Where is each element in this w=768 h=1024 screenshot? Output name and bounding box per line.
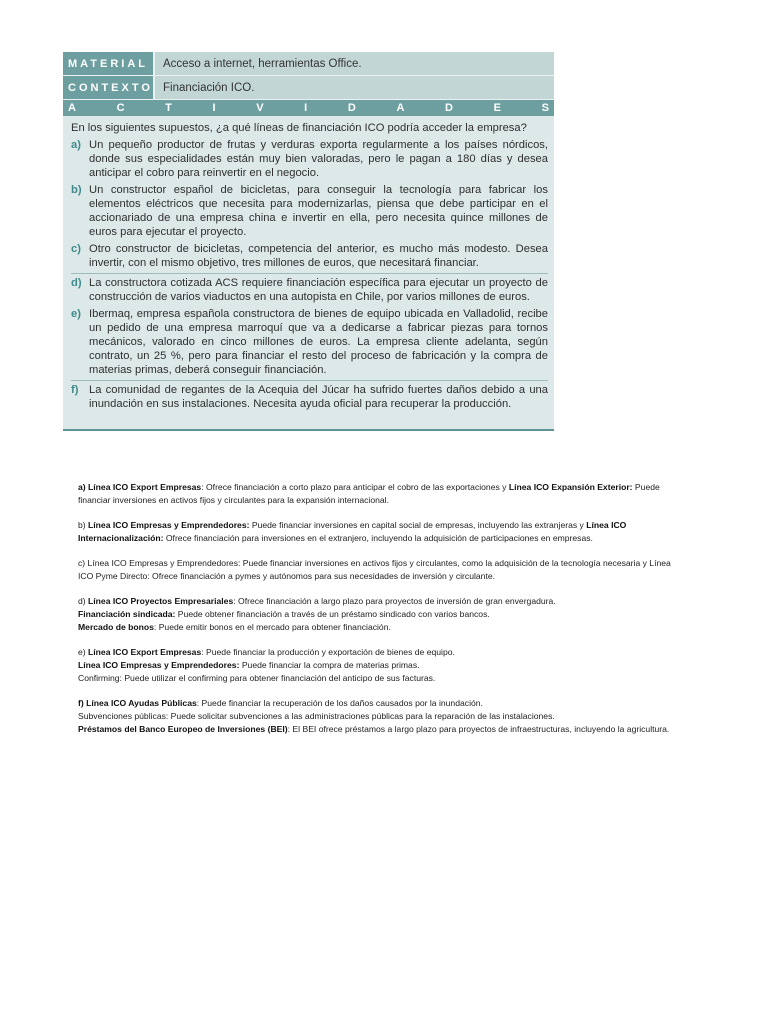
answer-c: c) Línea ICO Empresas y Emprendedores: Puede financiar inversiones en activos fijos y circulantes, como la adquisición de la tecnología necesaria y Línea ICO Pyme Directo: Ofrece financiación a pymes y autónomos para sus necesidades de inversión y circulante. xyxy=(78,558,671,581)
answer-text: b) xyxy=(78,520,89,530)
actividades-letter: T xyxy=(165,102,172,114)
material-label: MATERIAL xyxy=(63,52,155,75)
answer-text: : El BEI ofrece préstamos a largo plazo para proyectos de infraestructuras, incluyendo la agricultura. xyxy=(287,724,670,734)
answer-bold: Línea ICO Empresas y Emprendedores: xyxy=(88,520,250,530)
answer-bold: Línea ICO Internacionalización: xyxy=(78,520,627,543)
activity-text: Otro constructor de bicicletas, competencia del anterior, es mucho más modesto. Desea invertir, con el mismo objetivo, tres millones de euros, que necesitará financiar. xyxy=(89,243,548,269)
activity-text: Ibermaq, empresa española constructora de bienes de equipo ubicada en Valladolid, recibe un pedido de una empresa marroquí que va a dedicarse a fabricar piezas para tornos mecánicos, valorado en cinco millones de euros. La empresa cliente adelanta, según contrato, un 25 %, pero para financiar el resto del proceso de fabricación y la compra de materias primas, deberá conseguir financiación. xyxy=(89,308,548,376)
answer-text: : Puede emitir bonos en el mercado para obtener financiación. xyxy=(153,622,391,632)
answer-line xyxy=(78,595,678,608)
actividades-letter: I xyxy=(304,102,308,114)
answer-line: Confirming: Puede utilizar el confirming para obtener financiación del anticipo de sus facturas. xyxy=(78,673,436,683)
activity-letter: f) xyxy=(71,384,79,396)
worksheet-image xyxy=(63,52,554,431)
activity-item xyxy=(71,138,548,180)
activity-text: Un pequeño productor de frutas y verduras exporta regularmente a los países nórdicos, donde sus especialidades están muy bien valoradas, pero le pagan a 180 días y desea anticipar el cobro para reinvertir en el negocio. xyxy=(89,139,548,179)
activity-item xyxy=(71,183,548,239)
answer-text: : Ofrece financiación a corto plazo para anticipar el cobro de las exportaciones y xyxy=(201,482,509,492)
actividades-letter: E xyxy=(493,102,501,114)
answer-bold: Línea ICO Expansión Exterior: xyxy=(508,482,633,492)
contexto-row xyxy=(63,76,554,100)
activity-letter: c) xyxy=(71,243,81,255)
activities-body xyxy=(63,116,554,411)
activity-text: Un constructor español de bicicletas, para conseguir la tecnología para fabricar los elementos eléctricos que necesita para modernizarlas, piensa que debe participar en el accionariado de una empresa china e invertir en ella, pero necesita quince millones de euros para ejecutar el proyecto. xyxy=(89,184,548,238)
actividades-letter: A xyxy=(396,102,405,114)
answer-a xyxy=(78,481,678,507)
actividades-letter: S xyxy=(541,102,549,114)
answer-bold: Mercado de bonos xyxy=(78,622,154,632)
answer-f xyxy=(78,697,678,736)
actividades-bar xyxy=(63,100,554,116)
answer-bold: Financiación sindicada: xyxy=(78,609,176,619)
answer-line xyxy=(78,621,678,634)
actividades-letter: I xyxy=(212,102,216,114)
answer-line xyxy=(78,697,678,710)
answer-bold: Línea ICO Export Empresas xyxy=(88,647,202,657)
actividades-letter: D xyxy=(445,102,453,114)
answer-d xyxy=(78,595,678,634)
activity-item xyxy=(71,380,548,411)
answer-bold: Línea ICO Proyectos Empresariales xyxy=(88,596,234,606)
activity-letter: e) xyxy=(71,308,81,320)
answer-text: Puede financiar inversiones en capital social de empresas, incluyendo las extranjeras y xyxy=(249,520,587,530)
activity-letter: d) xyxy=(71,277,82,289)
answer-text: : Ofrece financiación a largo plazo para proyectos de inversión de gran envergadura. xyxy=(233,596,556,606)
actividades-letter: A xyxy=(68,102,76,114)
answer-text: : Puede financiar la recuperación de los daños causados por la inundación. xyxy=(196,698,483,708)
answer-text: Puede financiar inversiones en activos fijos y circulantes para la expansión internacional. xyxy=(78,482,660,505)
actividades-letter: D xyxy=(347,102,356,114)
activity-text: La constructora cotizada ACS requiere financiación específica para ejecutar un proyecto de construcción de varios viaductos en una autopista en Chile, por varios millones de euros. xyxy=(89,277,548,303)
activity-text: La comunidad de regantes de la Acequia del Júcar ha sufrido fuertes daños debido a una inundación en sus instalaciones. Necesita ayuda oficial para recuperar la producción. xyxy=(89,384,548,410)
activity-letter: b) xyxy=(71,184,82,196)
answer-text: Ofrece financiación para inversiones en el extranjero, incluyendo la adquisición de participaciones en empresas. xyxy=(163,533,593,543)
answer-bold: Préstamos del Banco Europeo de Inversiones (BEI) xyxy=(78,724,288,734)
material-value: Acceso a internet, herramientas Office. xyxy=(155,52,554,75)
material-row xyxy=(63,52,554,76)
activities-question: En los siguientes supuestos, ¿a qué líneas de financiación ICO podría acceder la empresa? xyxy=(71,122,527,134)
answer-text: e) xyxy=(78,647,89,657)
activity-item xyxy=(71,273,548,304)
answers-section xyxy=(78,481,678,748)
answer-e xyxy=(78,646,678,685)
answer-text: : Puede financiar la producción y exportación de bienes de equipo. xyxy=(201,647,455,657)
answer-text: d) xyxy=(78,596,89,606)
answer-bold: a) Línea ICO Export Empresas xyxy=(78,482,202,492)
activity-letter: a) xyxy=(71,139,81,151)
contexto-label: CONTEXTO xyxy=(63,76,155,99)
actividades-letter: V xyxy=(256,102,264,114)
actividades-letter: C xyxy=(116,102,125,114)
answer-text: Puede financiar la compra de materias primas. xyxy=(239,660,420,670)
answer-bold: f) Línea ICO Ayudas Públicas xyxy=(78,698,197,708)
answer-line xyxy=(78,646,678,659)
answer-b xyxy=(78,519,678,545)
activity-item xyxy=(71,242,548,270)
answer-line xyxy=(78,723,678,736)
answer-text: Puede obtener financiación a través de un préstamo sindicado con varios bancos. xyxy=(175,609,490,619)
answer-line: Subvenciones públicas: Puede solicitar subvenciones a las administraciones públicas para la reparación de las instalaciones. xyxy=(78,711,555,721)
answer-bold: Línea ICO Empresas y Emprendedores: xyxy=(78,660,240,670)
answer-line xyxy=(78,608,678,621)
contexto-value: Financiación ICO. xyxy=(155,76,554,99)
activity-item xyxy=(71,307,548,377)
answer-line xyxy=(78,659,678,672)
